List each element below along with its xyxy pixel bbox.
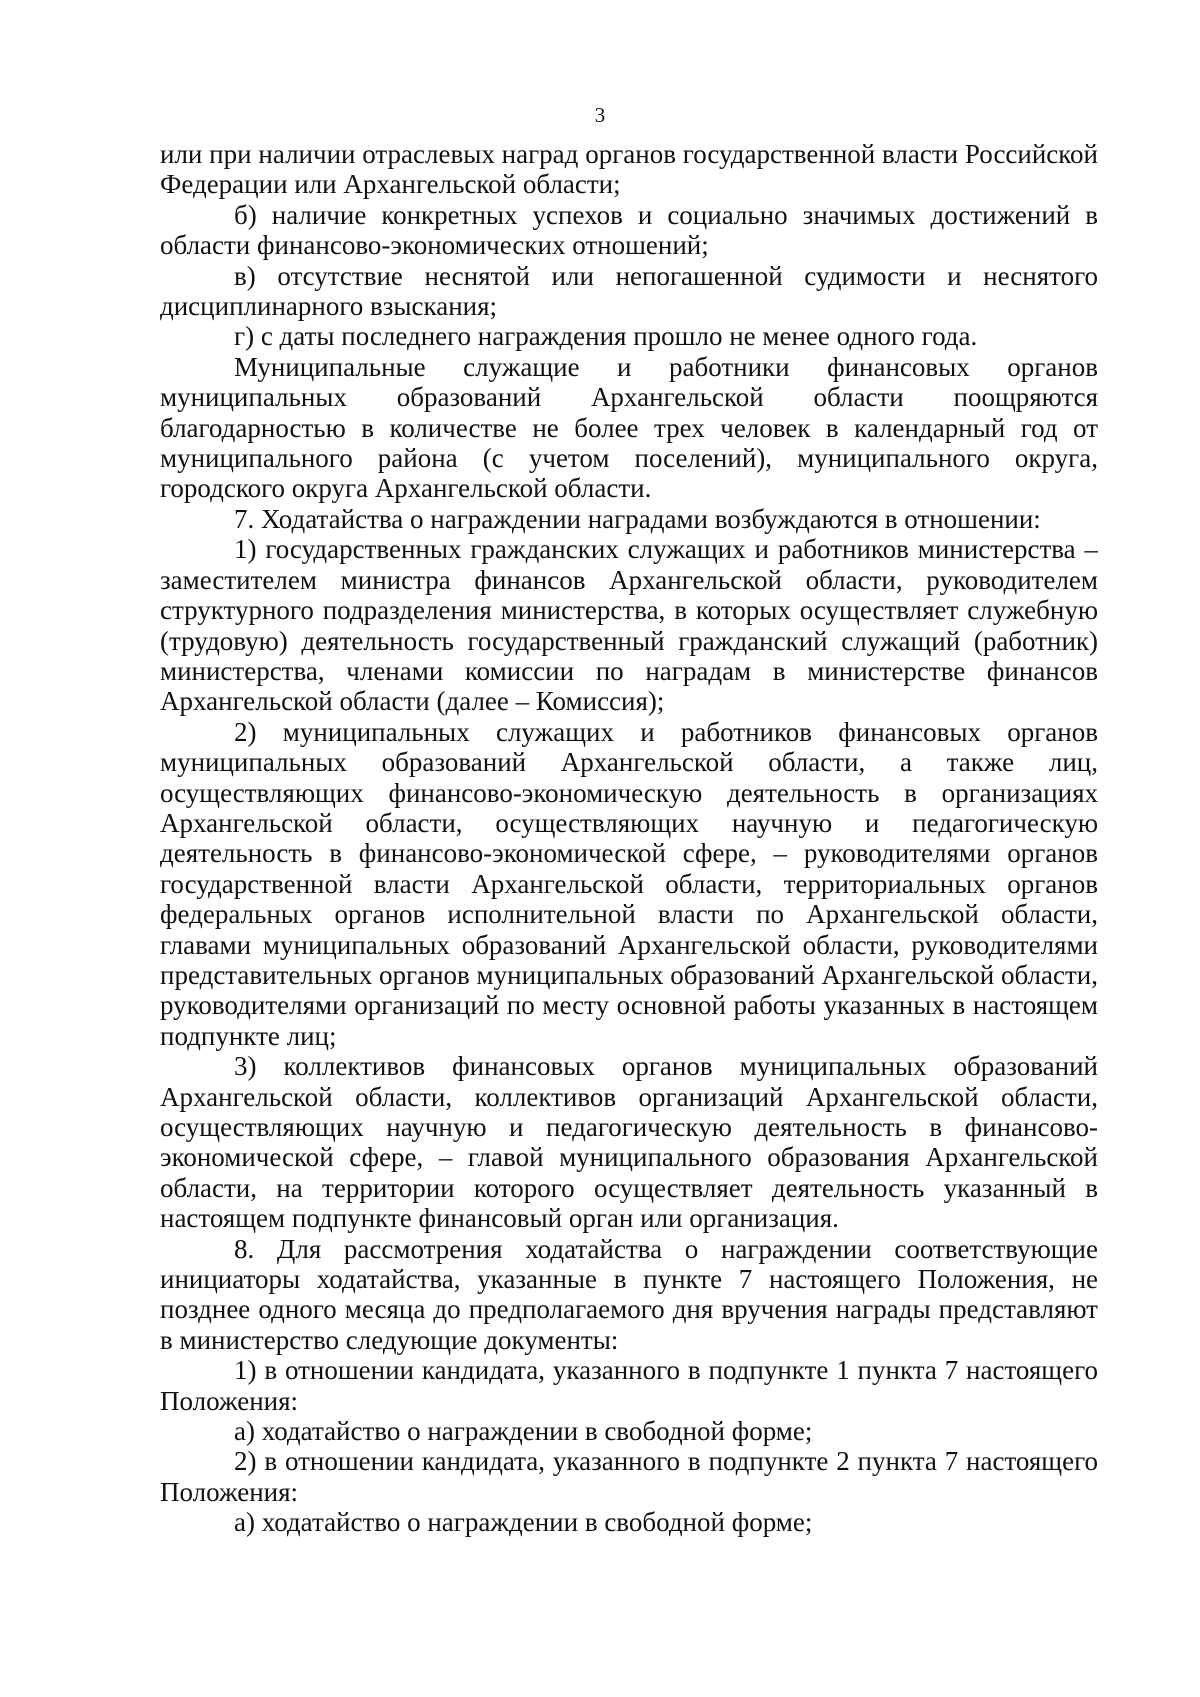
paragraph-section-7: 7. Ходатайства о награждении наградами возбуждаются в отношении: xyxy=(234,503,1041,534)
paragraph-8-2: 2) в отношении кандидата, указанного в подпункте 2 пункта 7 настоящего Положения: xyxy=(160,1446,1098,1507)
paragraph-municipal-servants: Муниципальные служащие и работники финансовых органов муниципальных образований Архангельской области поощряются благодарностью в количестве не более трех человек в календарный год от муниципального района (с учетом поселений), муниципального округа, городского округа Архангельской области. xyxy=(160,351,1098,504)
page-number: 3 xyxy=(594,103,606,127)
paragraph-continuation: или при наличии отраслевых наград органов государственной власти Российской Федерации или Архангельской области; xyxy=(160,139,1098,200)
paragraph-7-3: 3) коллективов финансовых органов муниципальных образований Архангельской области, коллективов организаций Архангельской области, осуществляющих научную и педагогическую деятельность в финансово-экономической сфере, – главой муниципального образования Архангельской области, на территории которого осуществляет деятельность указанный в настоящем подпункте финансовый орган или организация. xyxy=(160,1051,1098,1234)
paragraph-8-2-a: а) ходатайство о награждении в свободной форме; xyxy=(234,1507,813,1538)
paragraph-section-8: 8. Для рассмотрения ходатайства о награждении соответствующие инициаторы ходатайства, указанные в пункте 7 настоящего Положения, не позднее одного месяца до предполагаемого дня вручения награды представляют в министерство следующие документы: xyxy=(160,1233,1098,1355)
paragraph-item-b: б) наличие конкретных успехов и социально значимых достижений в области финансово-экономических отношений; xyxy=(160,199,1098,261)
paragraph-item-g: г) с даты последнего награждения прошло не менее одного года. xyxy=(234,321,978,352)
paragraph-7-1: 1) государственных гражданских служащих и работников министерства – заместителем министра финансов Архангельской области, руководителем структурного подразделения министерства, в которых осуществляет служебную (трудовую) деятельность государственный гражданский служащий (работник) министерства, членами комиссии по наградам в министерстве финансов Архангельской области (далее – Комиссия); xyxy=(160,534,1098,717)
document-body xyxy=(160,139,1098,1538)
paragraph-7-2: 2) муниципальных служащих и работников финансовых органов муниципальных образований Архангельской области, а также лиц, осуществляющих финансово-экономическую деятельность в организациях Архангельской области, осуществляющих научную и педагогическую деятельность в финансово-экономической сфере, – руководителями органов государственной власти Архангельской области, территориальных органов федеральных органов исполнительной власти по Архангельской области, главами муниципальных образований Архангельской области, руководителями представительных органов муниципальных образований Архангельской области, руководителями организаций по месту основной работы указанных в настоящем подпункте лиц; xyxy=(160,716,1098,1051)
paragraph-8-1: 1) в отношении кандидата, указанного в подпункте 1 пункта 7 настоящего Положения: xyxy=(160,1355,1098,1416)
paragraph-8-1-a: а) ходатайство о награждении в свободной форме; xyxy=(234,1416,813,1447)
paragraph-item-v: в) отсутствие неснятой или непогашенной судимости и неснятого дисциплинарного взыскания; xyxy=(160,260,1098,322)
